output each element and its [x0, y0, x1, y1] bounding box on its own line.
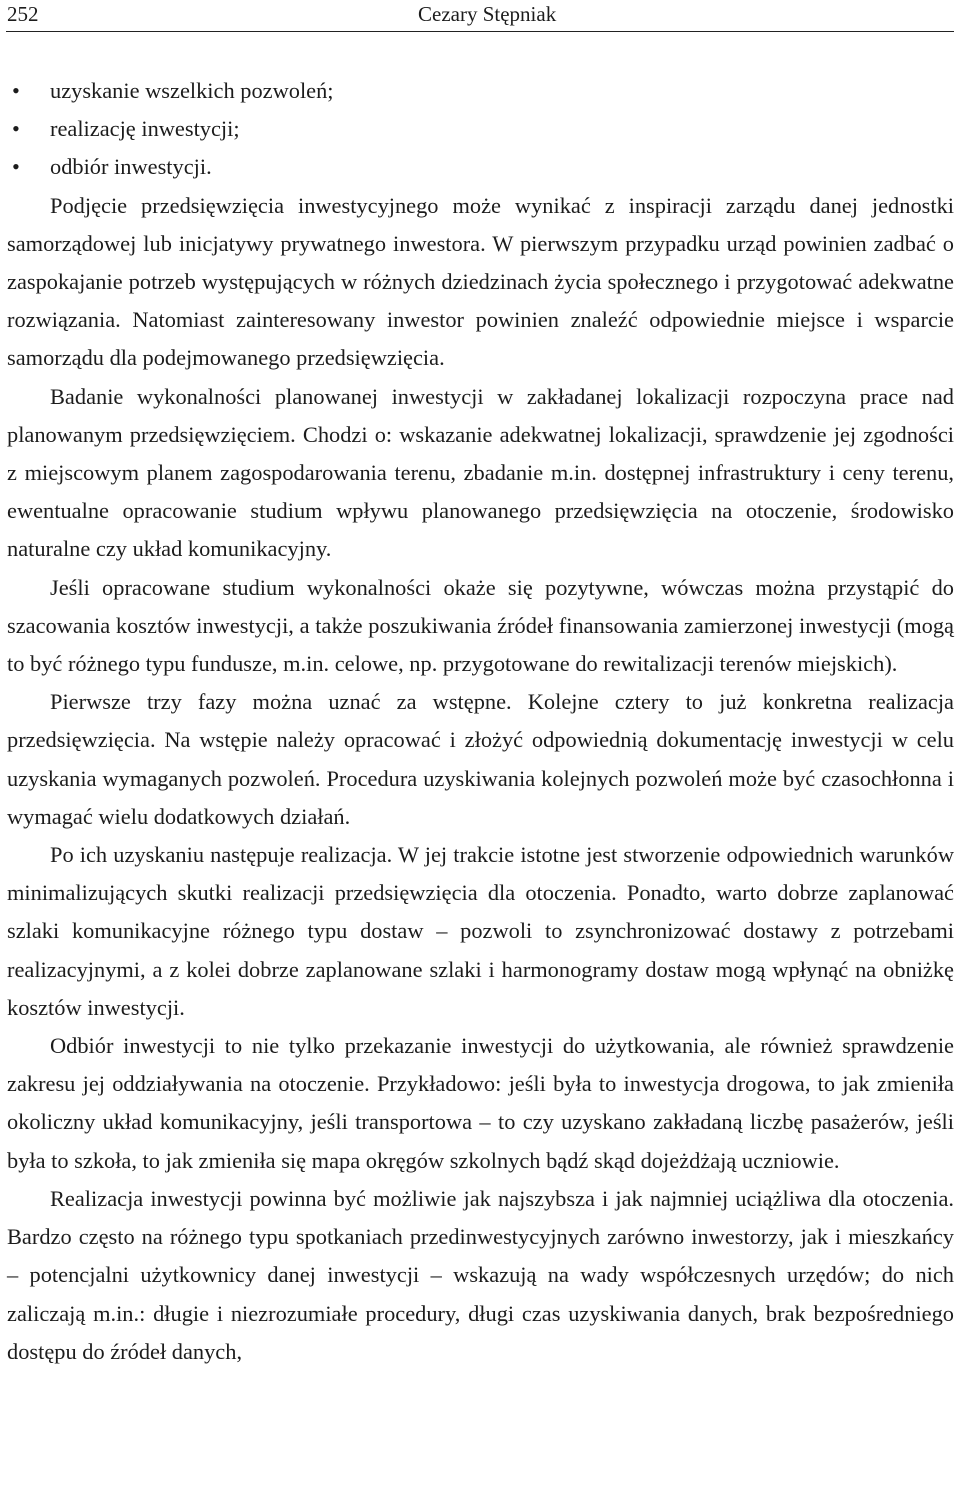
bullet-item	[7, 72, 954, 110]
header-rule	[6, 31, 954, 32]
paragraph: Realizacja inwestycji powinna być możliwie jak najszybsza i jak najmniej uciążliwa dla otoczenia. Bardzo często na różnego typu spotkaniach przedinwestycyjnych zarówno inwestorzy, jak i mieszkańcy – potencjalni użytkownicy danej inwestycji – wskazują na wady współczesnych urzędów; do nich zaliczają m.in.: długie i niezrozumiałe procedury, długi czas uzyskiwania danych, brak bezpośredniego dostępu do źródeł danych,	[7, 1185, 954, 1364]
paragraph: Badanie wykonalności planowanej inwestycji w zakładanej lokalizacji rozpoczyna prace nad planowanym przedsięwzięciem. Chodzi o: wskazanie adekwatnej lokalizacji, sprawdzenie jej zgodności z miejscowym planem zagospodarowania terenu, zbadanie m.in. dostępnej infrastruktury i ceny terenu, ewentualne opracowanie studium wpływu planowanego przedsięwzięcia na otoczenie, środowisko naturalne czy układ komunikacyjny.	[7, 383, 954, 562]
running-head-author: Cezary Stępniak	[418, 2, 557, 26]
bullet-item	[7, 148, 954, 186]
paragraph: Podjęcie przedsięwzięcia inwestycyjnego może wynikać z inspiracji zarządu danej jednostki samorządowej lub inicjatywy prywatnego inwestora. W pierwszym przypadku urząd powinien zadbać o zaspokajanie potrzeb występujących w różnych dziedzinach życia społecznego i przygotować adekwatne rozwiązania. Natomiast zainteresowany inwestor powinien znaleźć odpowiednie miejsce i wsparcie samorządu dla podejmowanego przedsięwzięcia.	[7, 192, 954, 371]
paragraph: Pierwsze trzy fazy można uznać za wstępne. Kolejne cztery to już konkretna realizacja przedsięwzięcia. Na wstępie należy opracować i złożyć odpowiednią dokumentację inwestycji w celu uzyskania wymaganych pozwoleń. Procedura uzyskiwania kolejnych pozwoleń może być czasochłonna i wymagać wielu dodatkowych działań.	[7, 689, 954, 829]
bullet-list	[7, 72, 954, 187]
paragraph: Odbiór inwestycji to nie tylko przekazanie inwestycji do użytkowania, ale również sprawdzenie zakresu jej oddziaływania na otoczenie. Przykładowo: jeśli była to inwestycja drogowa, to jak zmieniła okoliczny układ komunikacyjny, jeśli transportowa – to czy uzyskano zakładaną liczbę pasażerów, jeśli była to szkoła, to jak zmieniła się mapa okręgów szkolnych bądź skąd dojeżdżają uczniowie.	[7, 1033, 954, 1173]
bullet-icon: •	[12, 116, 20, 142]
bullet-icon: •	[12, 154, 20, 180]
bullet-text: realizację inwestycji;	[50, 116, 240, 142]
paragraph: Jeśli opracowane studium wykonalności okaże się pozytywne, wówczas można przystąpić do szacowania kosztów inwestycji, a także poszukiwania źródeł finansowania zamierzonej inwestycji (mogą to być różnego typu fundusze, m.in. celowe, np. przygotowane do rewitalizacji terenów miejskich).	[7, 574, 954, 677]
bullet-text: odbiór inwestycji.	[50, 154, 212, 180]
body-text	[7, 72, 954, 1371]
bullet-item	[7, 110, 954, 148]
bullet-text: uzyskanie wszelkich pozwoleń;	[50, 78, 334, 103]
bullet-icon: •	[12, 78, 20, 103]
page-header	[0, 0, 960, 34]
paragraph: Po ich uzyskaniu następuje realizacja. W jej trakcie istotne jest stworzenie odpowiednich warunków minimalizujących skutki realizacji przedsięwzięcia dla otoczenia. Ponadto, warto dobrze zaplanować szlaki komunikacyjne różnego typu dostaw – pozwoli to zsynchronizować dostawy z potrzebami realizacyjnymi, a z kolei dobrze zaplanowane szlaki i harmonogramy dostaw mogą wpłynąć na obniżkę kosztów inwestycji.	[7, 842, 954, 1020]
page-number: 252	[7, 2, 39, 26]
